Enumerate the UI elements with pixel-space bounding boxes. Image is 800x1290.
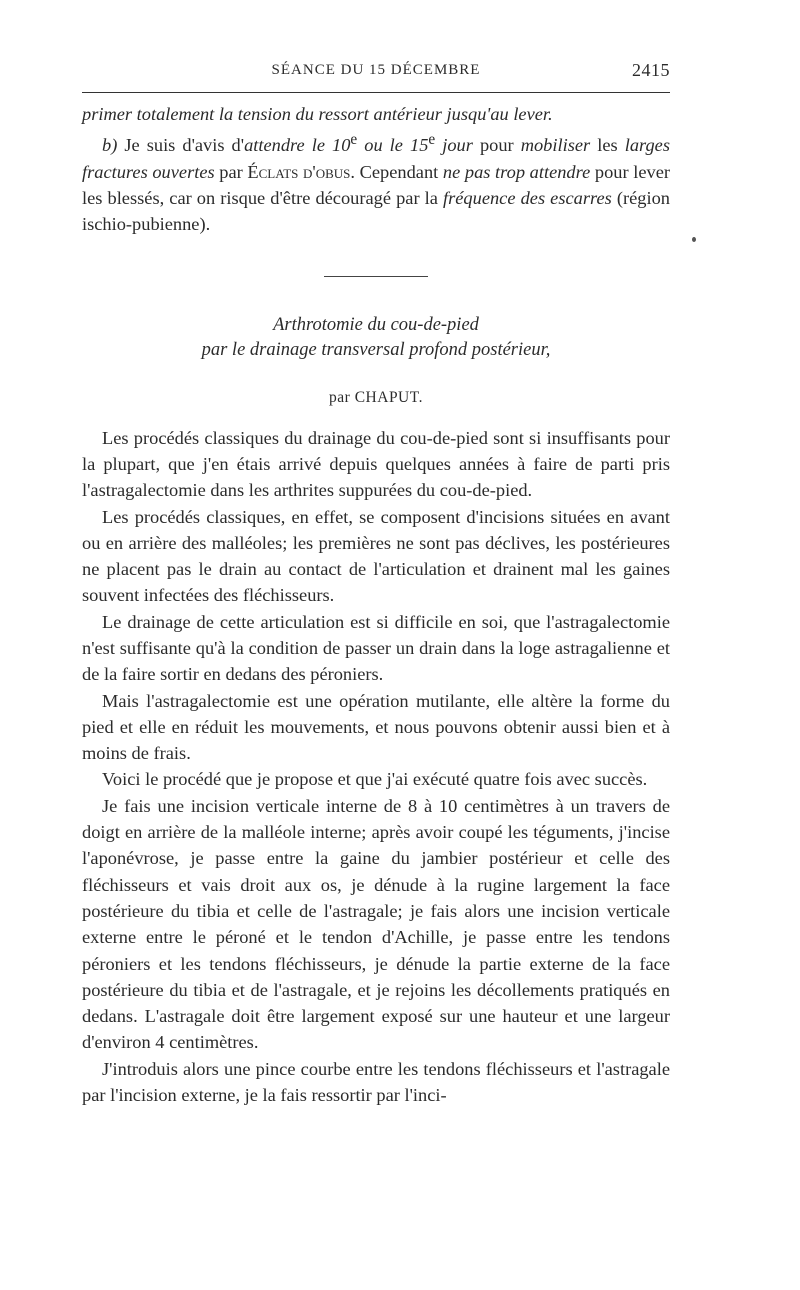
article-title-line-1: Arthrotomie du cou-de-pied [273,314,479,335]
body-paragraph-1: Les procédés classiques du drainage du cou-de-pied sont si insuffisants pour la plupart, que j'en étais arrivé depuis quelques années à faire de parti pris l'astragalectomie dans les arthrites suppurées du cou-de-pied. [82,427,670,501]
body-paragraph-7: J'introduis alors une pince courbe entre les tendons fléchisseurs et l'astragale par l'incision externe, je la fais ressortir par l'inci- [82,1058,670,1106]
section-separator [324,276,428,277]
article-title-line-2: par le drainage transversal profond postérieur, [201,339,551,360]
article-byline: par CHAPUT. [329,388,423,406]
article-title [82,313,670,363]
body-paragraph-2: Les procédés classiques, en effet, se composent d'incisions situées en avant ou en arrière des malléoles; les premières ne sont pas déclives, les postérieures ne placent pas le drain au contact de l'articulation et drainent mal les gaines souvent infectées des fléchisseurs. [82,506,670,606]
previous-article-paragraph-b: b) Je suis d'avis d'attendre le 10e ou le 15e jour pour mobiliser les larges fractures ouvertes par Éclats d'obus. Cependant ne pas trop attendre pour lever les blessés, car on risque d'être découragé par la fréquence des escarres (région ischio-pubienne). [82,131,670,235]
body-paragraph-3: Le drainage de cette articulation est si difficile en soi, que l'astragalectomie n'est suffisante qu'à la condition de passer un drain dans la loge astragalienne et de la faire sortir en dedans des péroniers. [82,611,670,685]
body-paragraph-4: Mais l'astragalectomie est une opération mutilante, elle altère la forme du pied et elle en réduit les mouvements, et nous pouvons obtenir aussi bien et à moins de frais. [82,690,670,764]
previous-article-line: primer totalement la tension du ressort antérieur jusqu'au lever. [82,104,553,124]
header-rule [82,92,670,93]
body-paragraph-6: Je fais une incision verticale interne de 8 à 10 centimètres à un travers de doigt en arrière de la malléole interne; après avoir coupé les téguments, j'incise l'aponévrose, je passe entre la gaine du jambier postérieur et celle des fléchisseurs et vais droit aux os, je dénude à la rugine largement la face postérieure du tibia et celle de l'astragale; je fais alors une incision verticale externe entre le péroné et le tendon d'Achille, je passe entre les tendons péroniers et les tendons fléchisseurs, je dénude la partie externe de la face postérieure du tibia et de l'astragale, et je rejoins les décollements pratiqués en dedans. L'astragale doit être largement exposé sur une hauteur et une largeur d'environ 4 centimètres. [82,795,670,1053]
body-paragraph-5: Voici le procédé que je propose et que j'ai exécuté quatre fois avec succès. [102,769,648,790]
running-header [82,58,670,84]
page-number: 2415 [632,60,670,80]
document-page [82,58,670,1108]
running-title: SÉANCE DU 15 DÉCEMBRE [271,62,481,78]
ink-speck [692,237,696,242]
